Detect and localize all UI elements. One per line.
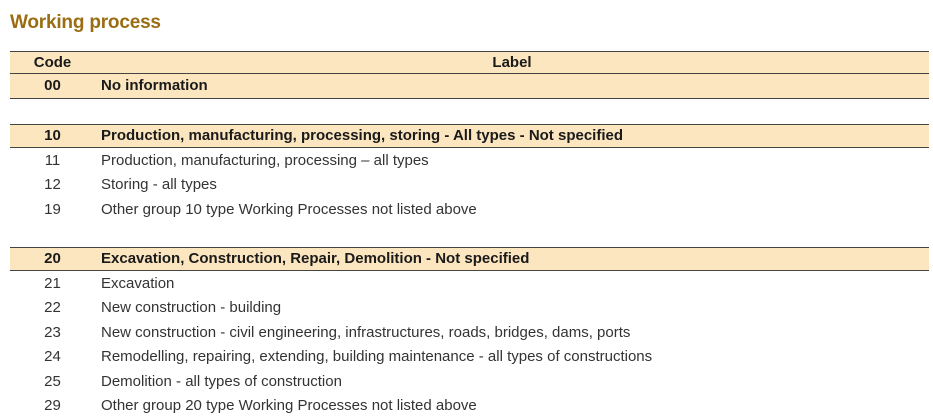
table-row: [10, 345, 929, 370]
item-code: 12: [10, 176, 95, 193]
table-header-row: [10, 51, 929, 74]
item-code: 22: [10, 299, 95, 316]
code-table: [10, 51, 929, 418]
column-header-label: Label: [95, 54, 929, 71]
group-label: No information: [95, 77, 929, 94]
table-row: [10, 296, 929, 321]
group-code: 00: [10, 77, 95, 94]
item-code: 23: [10, 324, 95, 341]
item-label: Other group 20 type Working Processes not listed above: [95, 397, 929, 414]
item-code: 11: [10, 152, 95, 169]
item-code: 21: [10, 275, 95, 292]
item-label: Remodelling, repairing, extending, building maintenance - all types of constructions: [95, 348, 929, 365]
item-code: 24: [10, 348, 95, 365]
table-row: [10, 320, 929, 345]
group-code: 10: [10, 127, 95, 144]
item-label: New construction - building: [95, 299, 929, 316]
page-title: Working process: [10, 12, 161, 34]
item-label: Other group 10 type Working Processes not listed above: [95, 201, 929, 218]
group-label: Excavation, Construction, Repair, Demolition - Not specified: [95, 250, 929, 267]
table-row: [10, 148, 929, 173]
group-row-20: [10, 247, 929, 272]
item-code: 19: [10, 201, 95, 218]
item-code: 29: [10, 397, 95, 414]
table-row: [10, 394, 929, 418]
item-label: Storing - all types: [95, 176, 929, 193]
group-label: Production, manufacturing, processing, storing - All types - Not specified: [95, 127, 929, 144]
table-row: [10, 173, 929, 198]
table-row: [10, 197, 929, 222]
group-row-00: [10, 74, 929, 99]
table-row: [10, 369, 929, 394]
column-header-code: Code: [10, 54, 95, 71]
group-row-10: [10, 124, 929, 149]
group-code: 20: [10, 250, 95, 267]
item-code: 25: [10, 373, 95, 390]
item-label: Excavation: [95, 275, 929, 292]
group-spacer: [10, 222, 929, 247]
item-label: Production, manufacturing, processing – all types: [95, 152, 929, 169]
group-spacer: [10, 99, 929, 124]
item-label: New construction - civil engineering, infrastructures, roads, bridges, dams, ports: [95, 324, 929, 341]
item-label: Demolition - all types of construction: [95, 373, 929, 390]
table-row: [10, 271, 929, 296]
